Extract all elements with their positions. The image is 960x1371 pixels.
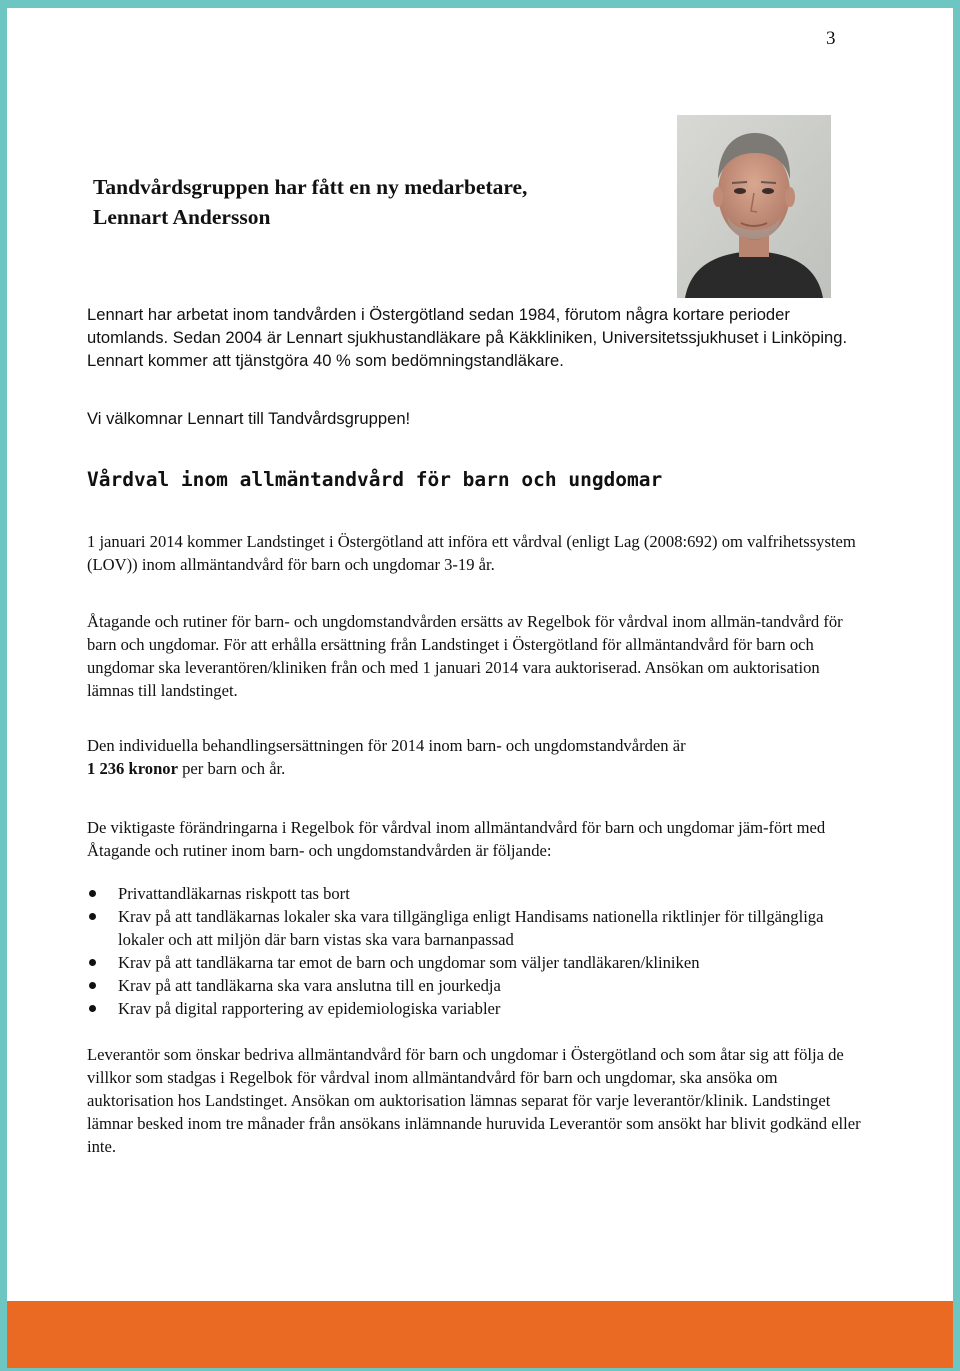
list-item: Krav på att tandläkarna tar emot de barn och ungdomar som väljer tandläkaren/kliniken bbox=[87, 951, 867, 974]
section-paragraph-5: Leverantör som önskar bedriva allmäntandvård för barn och ungdomar i Östergötland och som åtar sig att följa de villkor som stadgas i Regelbok för vårdval inom allmäntandvård för barn och ungdomar, ska ansöka om auktorisation hos Landstinget. Ansökan om auktorisation lämnas separat för varje leverantör/klinik. Landstinget lämnar besked inom tre månader från ansökans inlämnande huruvida Leverantör som ansökt har blivit godkänd eller inte. bbox=[87, 1045, 861, 1156]
section-paragraph-1: 1 januari 2014 kommer Landstinget i Östergötland att införa ett vårdval (enligt Lag (2008:692) om valfrihetssystem (LOV)) inom allmäntandvård för barn och ungdomar 3-19 år. bbox=[87, 532, 856, 574]
page-border-top bbox=[0, 0, 960, 8]
section-heading: Vårdval inom allmäntandvård för barn och ungdomar bbox=[87, 468, 663, 491]
portrait-image bbox=[677, 115, 831, 298]
article-welcome: Vi välkomnar Lennart till Tandvårdsgruppen! bbox=[87, 409, 411, 428]
compensation-amount: 1 236 kronor bbox=[87, 759, 178, 778]
section-paragraph-4: De viktigaste förändringarna i Regelbok för vårdval inom allmäntandvård för barn och ungdomar jäm-fört med Åtagande och rutiner inom barn- och ungdomstandvården är följande: bbox=[87, 818, 826, 860]
article-intro: Lennart har arbetat inom tandvården i Östergötland sedan 1984, förutom några kortare perioder utomlands. Sedan 2004 är Lennart sjukhustandläkare på Käkkliniken, Universitetssjukhuset i Linköping. Lennart kommer att tjänstgöra 40 % som bedömningstandläkare. bbox=[87, 305, 848, 370]
compensation-text: Den individuella behandlingsersättningen för 2014 inom barn- och ungdomstandvården är bbox=[87, 736, 686, 755]
page-number: 3 bbox=[826, 28, 836, 49]
compensation-unit: per barn och år. bbox=[177, 759, 286, 778]
portrait-photo bbox=[677, 115, 831, 298]
article-title bbox=[93, 172, 653, 232]
section-paragraph-2: Åtagande och rutiner för barn- och ungdomstandvården ersätts av Regelbok för vårdval inom allmän-tandvård för barn och ungdomar. För att erhålla ersättning från Landstinget i Östergötland för allmäntandvård för barn och ungdomar ska leverantören/kliniken från och med 1 januari 2014 vara auktoriserad. Ansökan om auktorisation lämnas till landstinget. bbox=[87, 612, 843, 700]
footer-band bbox=[7, 1301, 953, 1368]
list-item: Privattandläkarnas riskpott tas bort bbox=[87, 882, 867, 905]
list-item: Krav på att tandläkarna ska vara anslutna till en jourkedja bbox=[87, 974, 867, 997]
section-paragraph-3 bbox=[87, 734, 867, 780]
article-title-line2: Lennart Andersson bbox=[93, 205, 271, 229]
article-title-line1: Tandvårdsgruppen har fått en ny medarbetare, bbox=[93, 175, 528, 199]
page-border-right bbox=[953, 0, 960, 1371]
page-border-left bbox=[0, 0, 7, 1371]
list-item: Krav på att tandläkarnas lokaler ska vara tillgängliga enligt Handisams nationella riktlinjer för tillgängliga lokaler och att miljön där barn vistas ska vara barnanpassad bbox=[87, 905, 867, 951]
list-item: Krav på digital rapportering av epidemiologiska variabler bbox=[87, 997, 867, 1020]
changes-list bbox=[87, 882, 867, 1020]
